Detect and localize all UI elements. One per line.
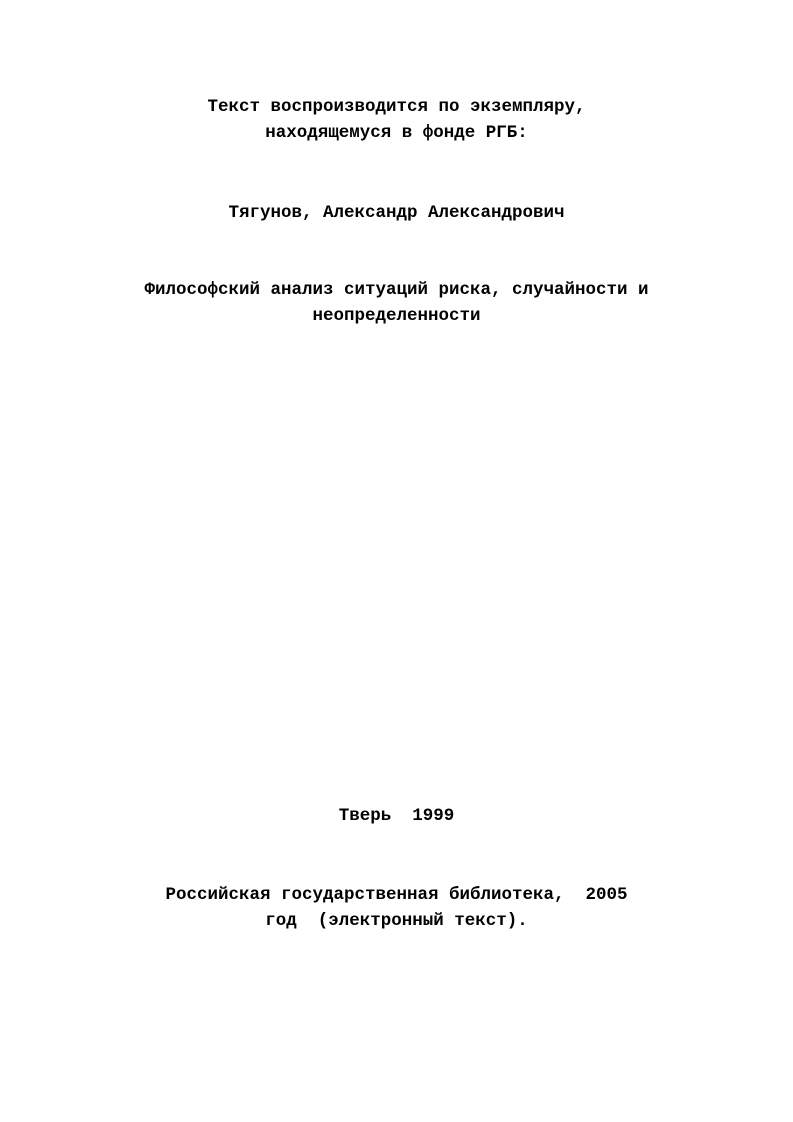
place-and-year — [0, 803, 793, 829]
publisher-statement-line-1: Российская государственная библиотека, 2005 — [165, 885, 628, 905]
author-name — [0, 200, 793, 226]
author-name-text: Тягунов, Александр Александрович — [228, 203, 565, 223]
reproduction-notice-line-1: Текст воспроизводится по экземпляру, — [207, 97, 586, 117]
reproduction-notice — [0, 94, 793, 146]
work-title — [0, 277, 793, 329]
reproduction-notice-line-2: находящемуся в фонде РГБ: — [265, 123, 528, 143]
place-and-year-text: Тверь 1999 — [338, 806, 455, 826]
work-title-line-1: Философский анализ ситуаций риска, случайности и — [144, 280, 649, 300]
publisher-statement — [0, 882, 793, 934]
work-title-line-2: неопределенности — [312, 306, 481, 326]
publisher-statement-line-2: год (электронный текст). — [265, 911, 528, 931]
